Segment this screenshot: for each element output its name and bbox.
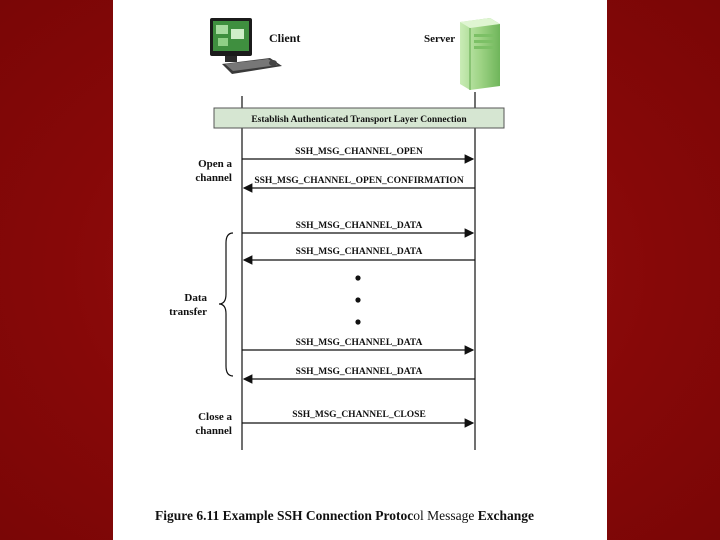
server-tower-icon xyxy=(460,18,500,90)
message-label: SSH_MSG_CHANNEL_DATA xyxy=(295,221,423,231)
data-transfer-brace xyxy=(219,233,233,376)
caption-bold-end: Exchange xyxy=(477,508,535,523)
message-3 xyxy=(242,221,473,233)
message-label: SSH_MSG_CHANNEL_DATA xyxy=(295,247,423,257)
phase-close-line1: Close a xyxy=(198,411,232,423)
caption-bold: Figure 6.11 Example SSH Connection Protoc xyxy=(155,508,414,523)
client-computer-icon xyxy=(210,18,282,74)
message-7 xyxy=(242,410,473,423)
message-label: SSH_MSG_CHANNEL_DATA xyxy=(295,338,423,348)
header-box-label: Establish Authenticated Transport Layer Connection xyxy=(251,115,467,125)
caption-light: ol Message xyxy=(413,508,478,523)
message-5 xyxy=(242,338,473,350)
server-label: Server xyxy=(424,33,456,45)
phase-close-line2: channel xyxy=(195,425,232,437)
client-label: Client xyxy=(269,31,301,45)
ellipsis-dot xyxy=(355,319,360,324)
phase-data-line1: Data xyxy=(184,292,207,304)
message-2 xyxy=(244,176,475,188)
message-label: SSH_MSG_CHANNEL_OPEN xyxy=(295,147,423,157)
message-label: SSH_MSG_CHANNEL_OPEN_CONFIRMATION xyxy=(254,176,464,186)
message-1 xyxy=(242,147,473,159)
ellipsis-dot xyxy=(355,297,360,302)
phase-open-line2: channel xyxy=(195,172,232,184)
message-label: SSH_MSG_CHANNEL_DATA xyxy=(295,367,423,377)
figure-caption xyxy=(155,508,534,523)
message-label: SSH_MSG_CHANNEL_CLOSE xyxy=(292,410,426,420)
ellipsis-dot xyxy=(355,275,360,280)
phase-data-line2: transfer xyxy=(169,306,207,318)
message-4 xyxy=(244,247,475,260)
message-6 xyxy=(244,367,475,379)
phase-open-line1: Open a xyxy=(198,158,232,170)
